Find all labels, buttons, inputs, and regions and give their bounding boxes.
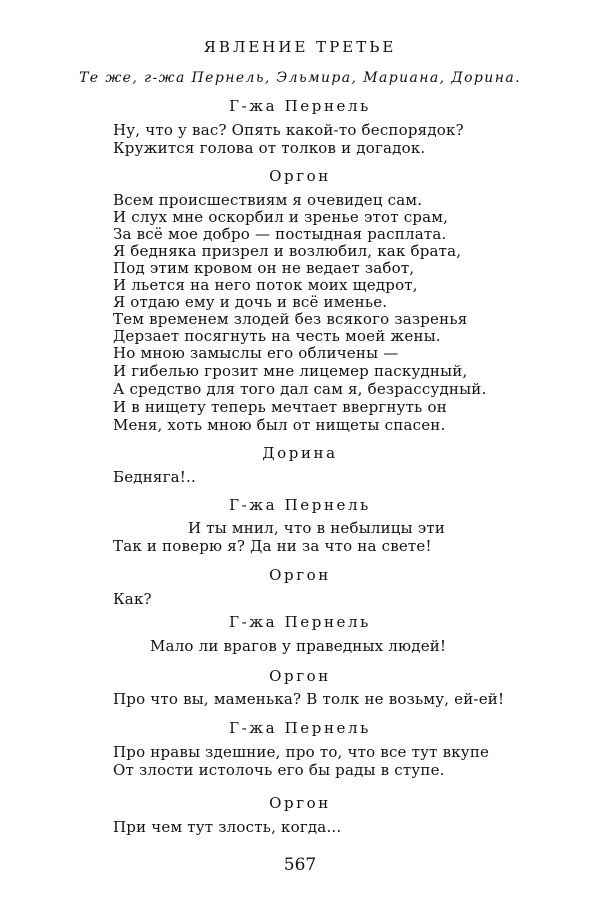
speaker-name: Г-жа Пернель [229, 613, 371, 631]
verse-line: Про что вы, маменька? В толк не возьму, ей-ей! [113, 690, 505, 708]
speaker-name: Оргон [269, 566, 331, 584]
verse-line: При чем тут злость, когда... [113, 818, 342, 836]
speaker-name: Г-жа Пернель [229, 719, 371, 737]
verse-line: Ну, что у вас? Опять какой-то беспорядок? [113, 121, 464, 139]
speaker-name: Оргон [269, 794, 331, 812]
verse-line: И слух мне оскорбил и зренье этот срам, [113, 208, 449, 226]
verse-line: И в нищету теперь мечтает ввергнуть он [113, 398, 447, 416]
verse-line: Кружится голова от толков и догадок. [113, 139, 426, 157]
verse-line: Тем временем злодей без всякого зазренья [113, 310, 468, 328]
verse-line: Но мною замыслы его обличены — [113, 344, 399, 362]
speaker-name: Оргон [269, 667, 331, 685]
verse-line: И льется на него поток моих щедрот, [113, 276, 418, 294]
verse-line: Про нравы здешние, про то, что все тут вкупе [113, 743, 490, 761]
verse-line: Мало ли врагов у праведных людей! [150, 637, 447, 655]
verse-line: Меня, хоть мною был от нищеты спасен. [113, 416, 446, 434]
verse-line: И гибелью грозит мне лицемер паскудный, [113, 362, 468, 380]
verse-line: За всё мое добро — постыдная расплата. [113, 225, 447, 243]
speaker-name: Г-жа Пернель [229, 97, 371, 115]
verse-line: Бедняга!.. [113, 468, 196, 486]
verse-line: И ты мнил, что в небылицы эти [188, 519, 446, 537]
speaker-name: Дорина [262, 444, 338, 462]
verse-line: Дерзает посягнуть на честь моей жены. [113, 327, 441, 345]
speaker-name: Оргон [269, 167, 331, 185]
verse-line: От злости истолочь его бы рады в ступе. [113, 761, 445, 779]
verse-line: А средство для того дал сам я, безрассудный. [113, 380, 487, 398]
verse-line: Так и поверю я? Да ни за что на свете! [113, 537, 432, 555]
verse-line: Как? [113, 590, 152, 608]
scene-title: ЯВЛЕНИЕ ТРЕТЬЕ [203, 38, 397, 56]
verse-line: Я отдаю ему и дочь и всё именье. [113, 293, 388, 311]
page-number: 567 [283, 855, 317, 875]
verse-line: Всем происшествиям я очевидец сам. [113, 191, 423, 209]
speaker-name: Г-жа Пернель [229, 496, 371, 514]
verse-line: Под этим кровом он не ведает забот, [113, 259, 415, 277]
cast-list: Те же, г-жа Пернель, Эльмира, Мариана, Дорина. [79, 70, 521, 86]
verse-line: Я бедняка призрел и возлюбил, как брата, [113, 242, 462, 260]
